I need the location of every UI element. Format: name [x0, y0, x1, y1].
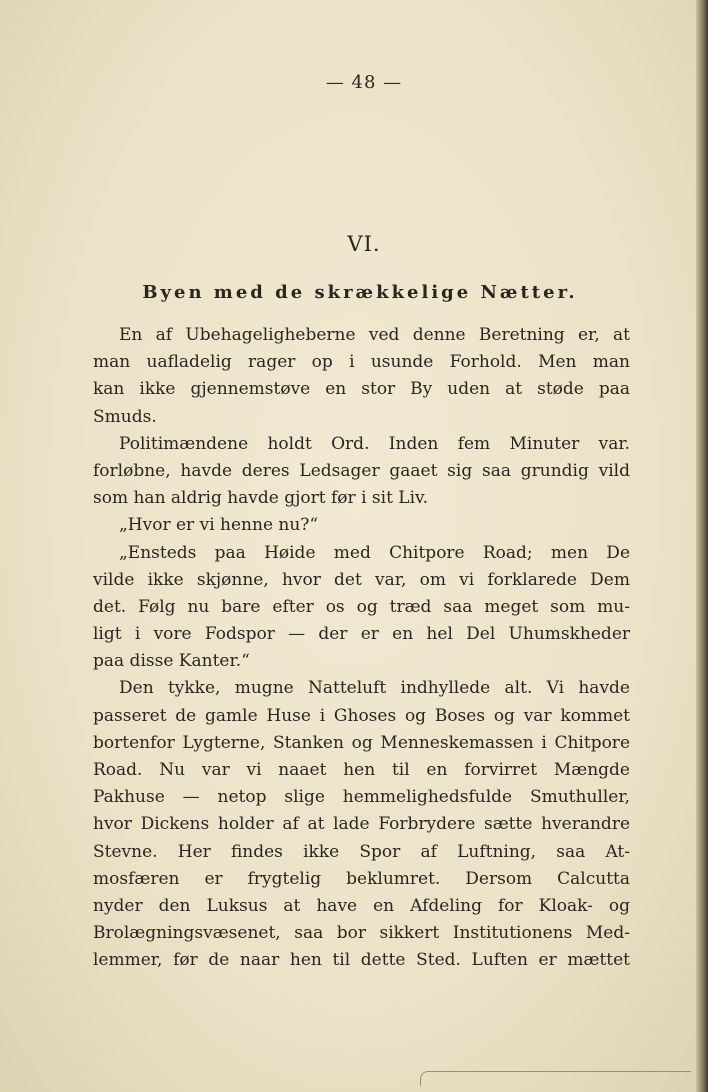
text-line: hvor Dickens holder af at lade Forbrydere sætte hverandre	[93, 814, 630, 835]
text-line: bortenfor Lygterne, Stanken og Menneskemassen i Chitpore	[93, 732, 630, 753]
text-line: som han aldrig havde gjort før i sit Liv.	[93, 488, 429, 509]
text-line: Politimændene holdt Ord. Inden fem Minuter var.	[119, 433, 630, 454]
text-line: vilde ikke skjønne, hvor det var, om vi forklarede Dem	[93, 569, 630, 590]
text-line: Smuds.	[93, 406, 157, 427]
text-line: „Ensteds paa Høide med Chitpore Road; men De	[119, 542, 630, 563]
body-text	[93, 322, 630, 975]
text-line: nyder den Luksus at have en Afdeling for Kloak- og	[93, 895, 630, 916]
chapter-title: Byen med de skrækkelige Nætter.	[142, 282, 578, 303]
text-line: kan ikke gjennemstøve en stor By uden at støde paa	[93, 379, 630, 400]
text-line: mosfæren er frygtelig beklumret. Dersom Calcutta	[93, 868, 630, 889]
text-line: Stevne. Her findes ikke Spor af Luftning, saa At-	[93, 841, 630, 862]
text-line: Pakhuse — netop slige hemmelighedsfulde Smuthuller,	[93, 787, 630, 808]
text-line: lemmer, før de naar hen til dette Sted. Luften er mættet	[93, 950, 630, 971]
text-line: Den tykke, mugne Natteluft indhyllede alt. Vi havde	[119, 678, 630, 699]
page-edge	[420, 1071, 691, 1086]
page-number: — 48 —	[325, 72, 403, 93]
text-line: Road. Nu var vi naaet hen til en forvirret Mængde	[93, 760, 630, 780]
chapter-number: VI.	[347, 232, 381, 256]
text-line: paa disse Kanter.“	[93, 651, 250, 672]
text-line: forløbne, havde deres Ledsager gaaet sig saa grundig vild	[93, 460, 630, 481]
text-line: „Hvor er vi henne nu?“	[119, 515, 319, 536]
text-line: ligt i vore Fodspor — der er en hel Del Uhumskheder	[93, 624, 630, 645]
text-line: det. Følg nu bare efter os og træd saa meget som mu-	[93, 596, 630, 617]
text-line: Brolægningsvæsenet, saa bor sikkert Institutionens Med-	[93, 923, 630, 944]
book-spine-shadow	[696, 0, 708, 1092]
text-line: En af Ubehageligheberne ved denne Beretning er, at	[119, 325, 630, 345]
text-line: passeret de gamle Huse i Ghoses og Boses og var kommet	[93, 705, 630, 726]
text-line: man uafladelig rager op i usunde Forhold. Men man	[93, 352, 630, 373]
